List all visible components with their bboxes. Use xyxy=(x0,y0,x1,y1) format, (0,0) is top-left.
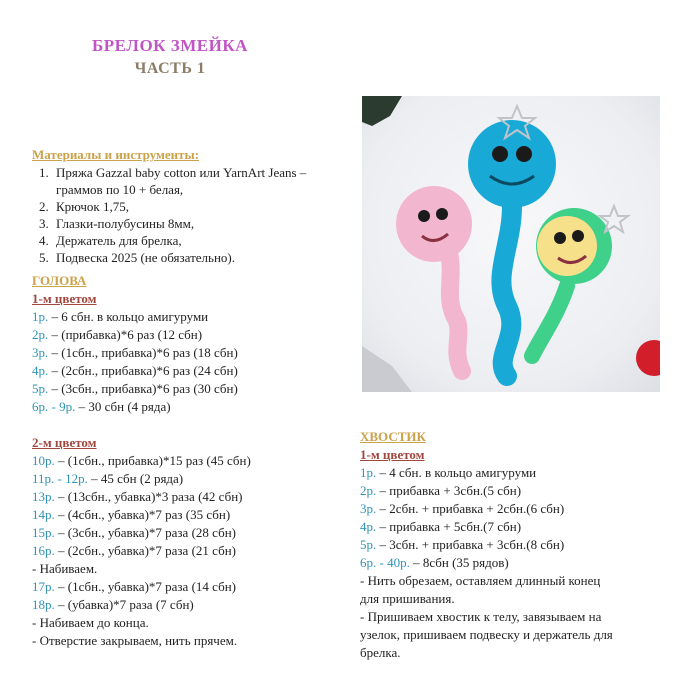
row-instruction: – (2сбн., прибавка)*6 раз (24 сбн) xyxy=(48,363,238,378)
row-instruction: – (2сбн., убавка)*7 раза (21 сбн) xyxy=(54,543,236,558)
head-color2-rows xyxy=(32,452,352,650)
head-heading: ГОЛОВА xyxy=(32,273,87,288)
tail-rows xyxy=(360,464,680,572)
pattern-row xyxy=(360,518,680,536)
row-number: 16р. xyxy=(32,543,55,558)
pattern-row xyxy=(32,380,352,398)
tail-note: для пришивания. xyxy=(360,591,455,606)
tail-color1-heading: 1-м цветом xyxy=(360,447,425,462)
materials-heading: Материалы и инструменты: xyxy=(32,147,200,162)
row-number: 2р. xyxy=(32,327,49,342)
tail-section xyxy=(360,428,680,662)
pattern-row xyxy=(32,470,352,488)
head-color1-heading: 1-м цветом xyxy=(32,291,97,306)
pattern-row xyxy=(32,506,352,524)
row-instruction: – 45 сбн (2 ряда) xyxy=(87,471,184,486)
tail-note: - Нить обрезаем, оставляем длинный конец xyxy=(360,573,601,588)
row-instruction: – 30 сбн (4 ряда) xyxy=(75,399,171,414)
head-color1-rows xyxy=(32,308,352,416)
pattern-row xyxy=(32,542,352,560)
row-number: 17р. xyxy=(32,579,55,594)
row-instruction: – (убавка)*7 раза (7 сбн) xyxy=(54,597,194,612)
materials-item: 2. Крючок 1,75, xyxy=(52,198,352,215)
row-instruction: – (прибавка)*6 раз (12 сбн) xyxy=(48,327,203,342)
row-number: 4р. xyxy=(32,363,49,378)
row-number: 10р. xyxy=(32,453,55,468)
row-number: 6р. - 9р. xyxy=(32,399,76,414)
row-instruction: – 8сбн (35 рядов) xyxy=(409,555,509,570)
page-subtitle: ЧАСТЬ 1 xyxy=(134,60,206,77)
row-instruction: – (1сбн., прибавка)*15 раз (45 сбн) xyxy=(54,453,251,468)
row-instruction: – (13сбн., убавка)*3 раза (42 сбн) xyxy=(54,489,243,504)
row-instruction: – (1сбн., убавка)*7 раза (14 сбн) xyxy=(54,579,236,594)
page-title: БРЕЛОК ЗМЕЙКА xyxy=(92,36,248,55)
row-instruction: – прибавка + 3сбн.(5 сбн) xyxy=(376,483,522,498)
pink-snake-tail xyxy=(447,246,462,371)
row-number: 3р. xyxy=(360,501,377,516)
blue-snake-tail xyxy=(501,206,512,376)
tail-note: узелок, пришиваем подвеску и держатель для xyxy=(360,627,613,642)
pattern-row xyxy=(32,452,352,470)
materials-item: 3. Глазки-полубусины 8мм, xyxy=(52,215,352,232)
pattern-row xyxy=(32,596,352,614)
red-ornament-decoration xyxy=(636,340,660,376)
row-instruction: – 2сбн. + прибавка + 2сбн.(6 сбн) xyxy=(376,501,565,516)
row-instruction: – (1сбн., прибавка)*6 раз (18 сбн) xyxy=(48,345,238,360)
row-instruction: – прибавка + 5сбн.(7 сбн) xyxy=(376,519,522,534)
row-instruction: – 4 сбн. в кольцо амигуруми xyxy=(376,465,537,480)
pink-snake-head xyxy=(396,186,472,262)
pattern-row xyxy=(32,560,352,578)
row-instruction: – 3сбн. + прибавка + 3сбн.(8 сбн) xyxy=(376,537,565,552)
pattern-row xyxy=(360,500,680,518)
snake-keychains-illustration xyxy=(362,96,660,392)
row-number: 15р. xyxy=(32,525,55,540)
snow-decoration xyxy=(362,346,412,392)
row-number: 6р. - 40р. xyxy=(360,555,410,570)
pattern-row xyxy=(360,482,680,500)
pattern-row xyxy=(32,362,352,380)
row-number: 3р. xyxy=(32,345,49,360)
row-instruction: - Отверстие закрываем, нить прячем. xyxy=(32,633,238,648)
materials-section xyxy=(32,146,352,266)
pattern-row xyxy=(32,578,352,596)
row-number: 5р. xyxy=(32,381,49,396)
pattern-row xyxy=(32,308,352,326)
materials-item: 5. Подвеска 2025 (не обязательно). xyxy=(52,249,352,266)
pattern-row xyxy=(32,488,352,506)
fir-branch-decoration xyxy=(362,96,402,126)
pattern-row xyxy=(32,614,352,632)
materials-list xyxy=(32,164,352,266)
pattern-row xyxy=(32,398,352,416)
row-number: 1р. xyxy=(360,465,377,480)
row-number: 11р. - 12р. xyxy=(32,471,88,486)
row-number: 2р. xyxy=(360,483,377,498)
row-number: 14р. xyxy=(32,507,55,522)
materials-item: 4. Держатель для брелка, xyxy=(52,232,352,249)
pattern-row xyxy=(32,524,352,542)
row-number: 5р. xyxy=(360,537,377,552)
green-snake-tail xyxy=(532,286,567,356)
row-instruction: - Набиваем до конца. xyxy=(32,615,149,630)
row-instruction: – (3сбн., убавка)*7 раза (28 сбн) xyxy=(54,525,236,540)
row-instruction: – 6 сбн. в кольцо амигуруми xyxy=(48,309,209,324)
row-number: 18р. xyxy=(32,597,55,612)
row-number: 13р. xyxy=(32,489,55,504)
tail-note: - Пришиваем хвостик к телу, завязываем на xyxy=(360,609,602,624)
head-color2-heading: 2-м цветом xyxy=(32,435,97,450)
pattern-row xyxy=(360,464,680,482)
row-number: 4р. xyxy=(360,519,377,534)
row-instruction: – (3сбн., прибавка)*6 раз (30 сбн) xyxy=(48,381,238,396)
product-photo xyxy=(362,96,660,392)
pattern-row xyxy=(360,536,680,554)
pattern-row xyxy=(360,554,680,572)
head-section xyxy=(32,272,352,650)
materials-item: 1. Пряжа Gazzal baby cotton или YarnArt Jeans – граммов по 10 + белая, xyxy=(52,164,352,198)
tail-note: брелка. xyxy=(360,645,401,660)
row-number: 1р. xyxy=(32,309,49,324)
row-instruction: - Набиваем. xyxy=(32,561,98,576)
pattern-row xyxy=(32,632,352,650)
pattern-row xyxy=(32,344,352,362)
row-instruction: – (4сбн., убавка)*7 раз (35 сбн) xyxy=(54,507,231,522)
tail-heading: ХВОСТИК xyxy=(360,429,426,444)
pattern-row xyxy=(32,326,352,344)
